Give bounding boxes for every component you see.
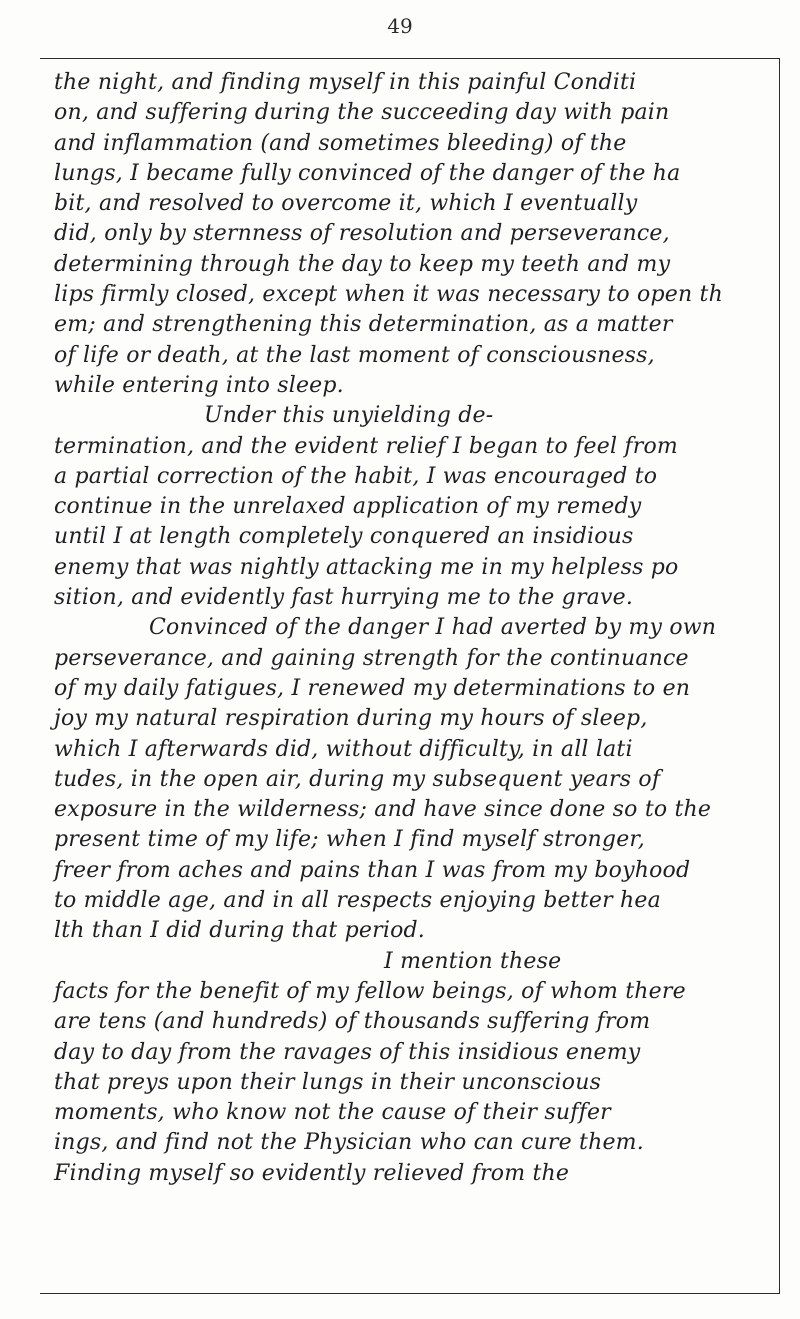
text-line: Finding myself so evidently relieved from the: [54, 1160, 570, 1186]
text-line: perseverance, and gaining strength for the continuance: [54, 645, 689, 671]
text-line: the night, and finding myself in this painful Conditi: [54, 70, 637, 95]
text-line: ings, and find not the Physician who can cure them.: [54, 1130, 644, 1156]
paragraph-start-line: Convinced of the danger I had averted by my own: [149, 615, 717, 641]
text-line: termination, and the evident relief I began to feel from: [54, 433, 678, 459]
text-line: joy my natural respiration during my hours of sleep,: [54, 706, 648, 732]
page-border-bottom: [40, 1293, 780, 1294]
text-line: that preys upon their lungs in their unconscious: [54, 1069, 602, 1095]
paragraph-start-line: I mention these: [384, 948, 562, 974]
text-line: a partial correction of the habit, I was encouraged to: [54, 463, 658, 489]
text-line: present time of my life; when I find myself stronger,: [54, 827, 645, 853]
text-line: bit, and resolved to overcome it, which I eventually: [54, 191, 638, 217]
text-line: tudes, in the open air, during my subsequent years of: [54, 766, 661, 792]
text-line: exposure in the wilderness; and have since done so to the: [54, 797, 712, 823]
text-line: lungs, I became fully convinced of the danger of the ha: [54, 160, 681, 186]
text-line: freer from aches and pains than I was from my boyhood: [54, 857, 691, 883]
text-line: facts for the benefit of my fellow beings, of whom there: [54, 978, 686, 1004]
text-line: sition, and evidently fast hurrying me to the grave.: [54, 585, 634, 611]
text-line: enemy that was nightly attacking me in my helpless po: [54, 554, 679, 580]
text-line: moments, who know not the cause of their suffer: [54, 1100, 611, 1126]
text-line: while entering into sleep.: [54, 372, 344, 398]
text-line: to middle age, and in all respects enjoying better hea: [54, 888, 661, 914]
text-line: are tens (and hundreds) of thousands suffering from: [54, 1009, 651, 1035]
paragraph-start-line: Under this unyielding de-: [204, 403, 494, 429]
page-border-top: [40, 58, 780, 59]
text-line: lth than I did during that period.: [54, 918, 425, 944]
text-line: continue in the unrelaxed application of my remedy: [54, 494, 642, 520]
text-line: em; and strengthening this determination, as a matter: [54, 312, 673, 338]
page-border-right: [779, 58, 780, 1293]
manuscript-text: [54, 68, 770, 1189]
text-line: of my daily fatigues, I renewed my determinations to en: [54, 675, 691, 701]
text-line: day to day from the ravages of this insidious enemy: [54, 1039, 641, 1065]
text-line: until I at length completely conquered an insidious: [54, 524, 634, 550]
text-line: and inflammation (and sometimes bleeding) of the: [54, 130, 627, 156]
text-line: of life or death, at the last moment of consciousness,: [54, 342, 655, 368]
page-number: 49: [387, 14, 413, 38]
text-line: lips firmly closed, except when it was necessary to open th: [54, 282, 723, 308]
text-line: determining through the day to keep my teeth and my: [54, 251, 671, 277]
text-line: on, and suffering during the succeeding day with pain: [54, 100, 670, 126]
text-line: did, only by sternness of resolution and perseverance,: [54, 221, 670, 247]
text-line: which I afterwards did, without difficulty, in all lati: [54, 736, 633, 762]
